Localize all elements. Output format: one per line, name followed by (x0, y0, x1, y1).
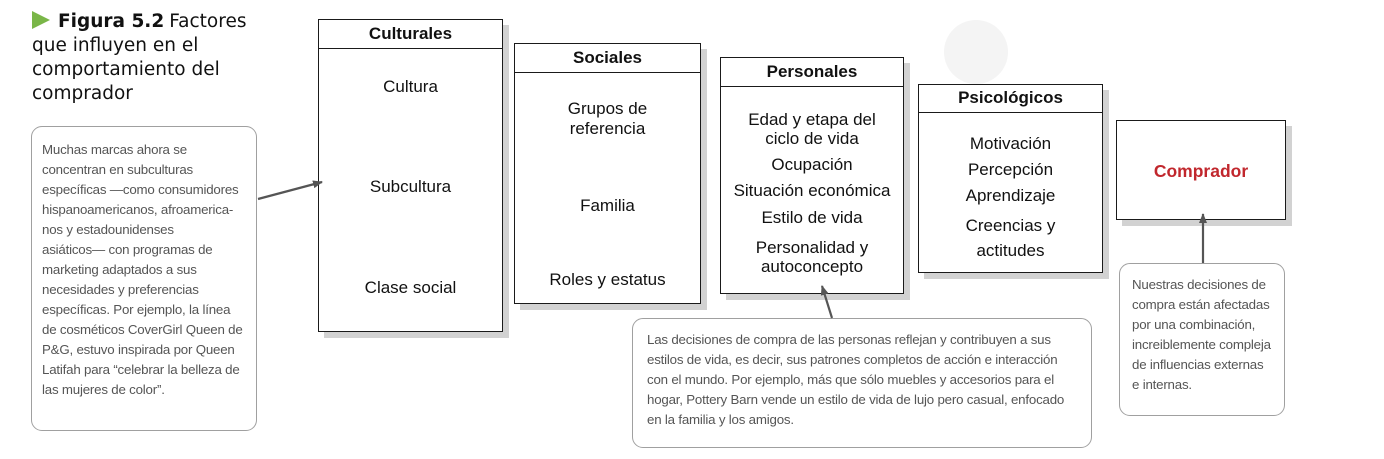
factor-item-familia: Familia (580, 196, 635, 215)
figure-number: Figura 5.2 (58, 11, 165, 32)
buyer-label: Comprador (1153, 161, 1249, 181)
factor-item-cultura: Cultura (383, 77, 438, 96)
callout-subcultures: Muchas marcas ahora se concentran en subculturas específicas —como consumidores hispanoamericanos, afroamerica- nos y estadounidenses asiáticos— con programas de marketing adaptados a sus necesidades y preferencias específicas. Por ejemplo, la línea de cosméticos CoverGirl Queen de P&G, estuvo inspirada por Queen Latifah para “celebrar la belleza de las mujeres de color”. (31, 126, 257, 431)
factor-item-motivacion: Motivación (969, 134, 1052, 153)
factor-item-percepcion: Percepción (967, 160, 1054, 179)
factor-heading-personales: Personales (721, 58, 903, 87)
factor-item-situacion-economica: Situación económica (733, 181, 891, 200)
callout-lifestyle: Las decisiones de compra de las personas reflejan y contribuyen a sus estilos de vida, es decir, sus patrones completos de acción e interacción con el mundo. Por ejemplo, más que sólo muebles y accesorios para el hogar, Pottery Barn vende un estilo de vida de lujo pero casual, enfocado en la familia y los amigos. (632, 318, 1092, 448)
factor-item-creencias-y-actitudes: Creencias y actitudes (965, 216, 1056, 260)
factor-item-edad-y-etapa: Edad y etapa del ciclo de vida (748, 110, 876, 148)
factor-heading-psicologicos: Psicológicos (919, 85, 1102, 113)
factor-item-subcultura: Subcultura (369, 177, 452, 196)
factor-item-estilo-de-vida: Estilo de vida (761, 208, 863, 227)
factor-item-personalidad: Personalidad y autoconcepto (755, 238, 869, 276)
factor-item-roles-y-estatus: Roles y estatus (549, 270, 666, 289)
factor-item-aprendizaje: Aprendizaje (965, 186, 1056, 205)
factor-heading-sociales: Sociales (515, 44, 700, 73)
callout-buyer: Nuestras decisiones de compra están afectadas por una combinación, increiblemente compleja de influencias externas e internas. (1119, 263, 1285, 416)
arrow-subcultures-to-subcultura (258, 182, 322, 199)
factor-item-grupos-de-referencia: Grupos de referencia (567, 99, 648, 138)
factor-heading-culturales: Culturales (319, 20, 502, 49)
arrow-lifestyle-to-personales (822, 286, 832, 318)
factor-item-ocupacion: Ocupación (771, 155, 853, 174)
figure-caption: Factores que influyen en el comportamiento del comprador (32, 11, 247, 104)
factor-item-clase-social: Clase social (364, 278, 457, 297)
